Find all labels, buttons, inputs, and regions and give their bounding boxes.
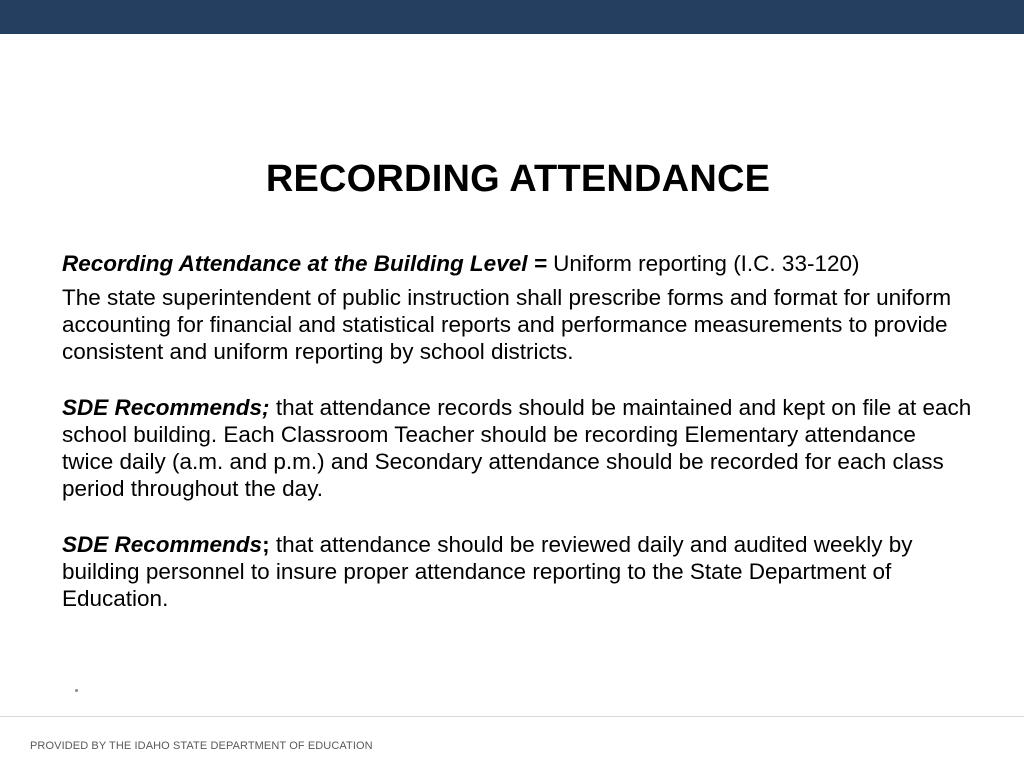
paragraph-building-level — [62, 250, 972, 277]
bullet-dot — [75, 689, 78, 692]
paragraph-lead: SDE Recommends; — [62, 395, 270, 420]
paragraph-sde-recommends-records — [62, 394, 972, 502]
paragraph-lead: Recording Attendance at the Building Level = — [62, 251, 554, 276]
paragraph-text: Uniform reporting (I.C. 33-120) — [553, 251, 860, 276]
footer-credit: PROVIDED BY THE IDAHO STATE DEPARTMENT OF EDUCATION — [30, 740, 373, 752]
slide-title: RECORDING ATTENDANCE — [265, 158, 771, 200]
footer-divider — [0, 716, 1024, 717]
paragraph-sde-recommends-review — [62, 531, 972, 612]
header-bar — [0, 0, 1024, 34]
paragraph-text: The state superintendent of public instruction shall prescribe forms and format for uniform accounting for financial and statistical reports and performance measurements to provide consistent and uniform reporting by school districts. — [62, 285, 952, 364]
paragraph-lead: SDE Recommends — [62, 532, 263, 557]
slide-body — [62, 250, 972, 612]
paragraph-semicolon: ; — [262, 532, 270, 557]
paragraph-text: that attendance records should be maintained and kept on file at each school building. Each Classroom Teacher should be recording Elementary attendance twice daily (a.m. and p.m.) and Secondary attendance should be recorded for each class period throughout the day. — [62, 395, 972, 501]
paragraph-superintendent — [62, 284, 972, 365]
paragraph-text: that attendance should be reviewed daily and audited weekly by building personnel to insure proper attendance reporting to the State Department of Education. — [62, 532, 913, 611]
